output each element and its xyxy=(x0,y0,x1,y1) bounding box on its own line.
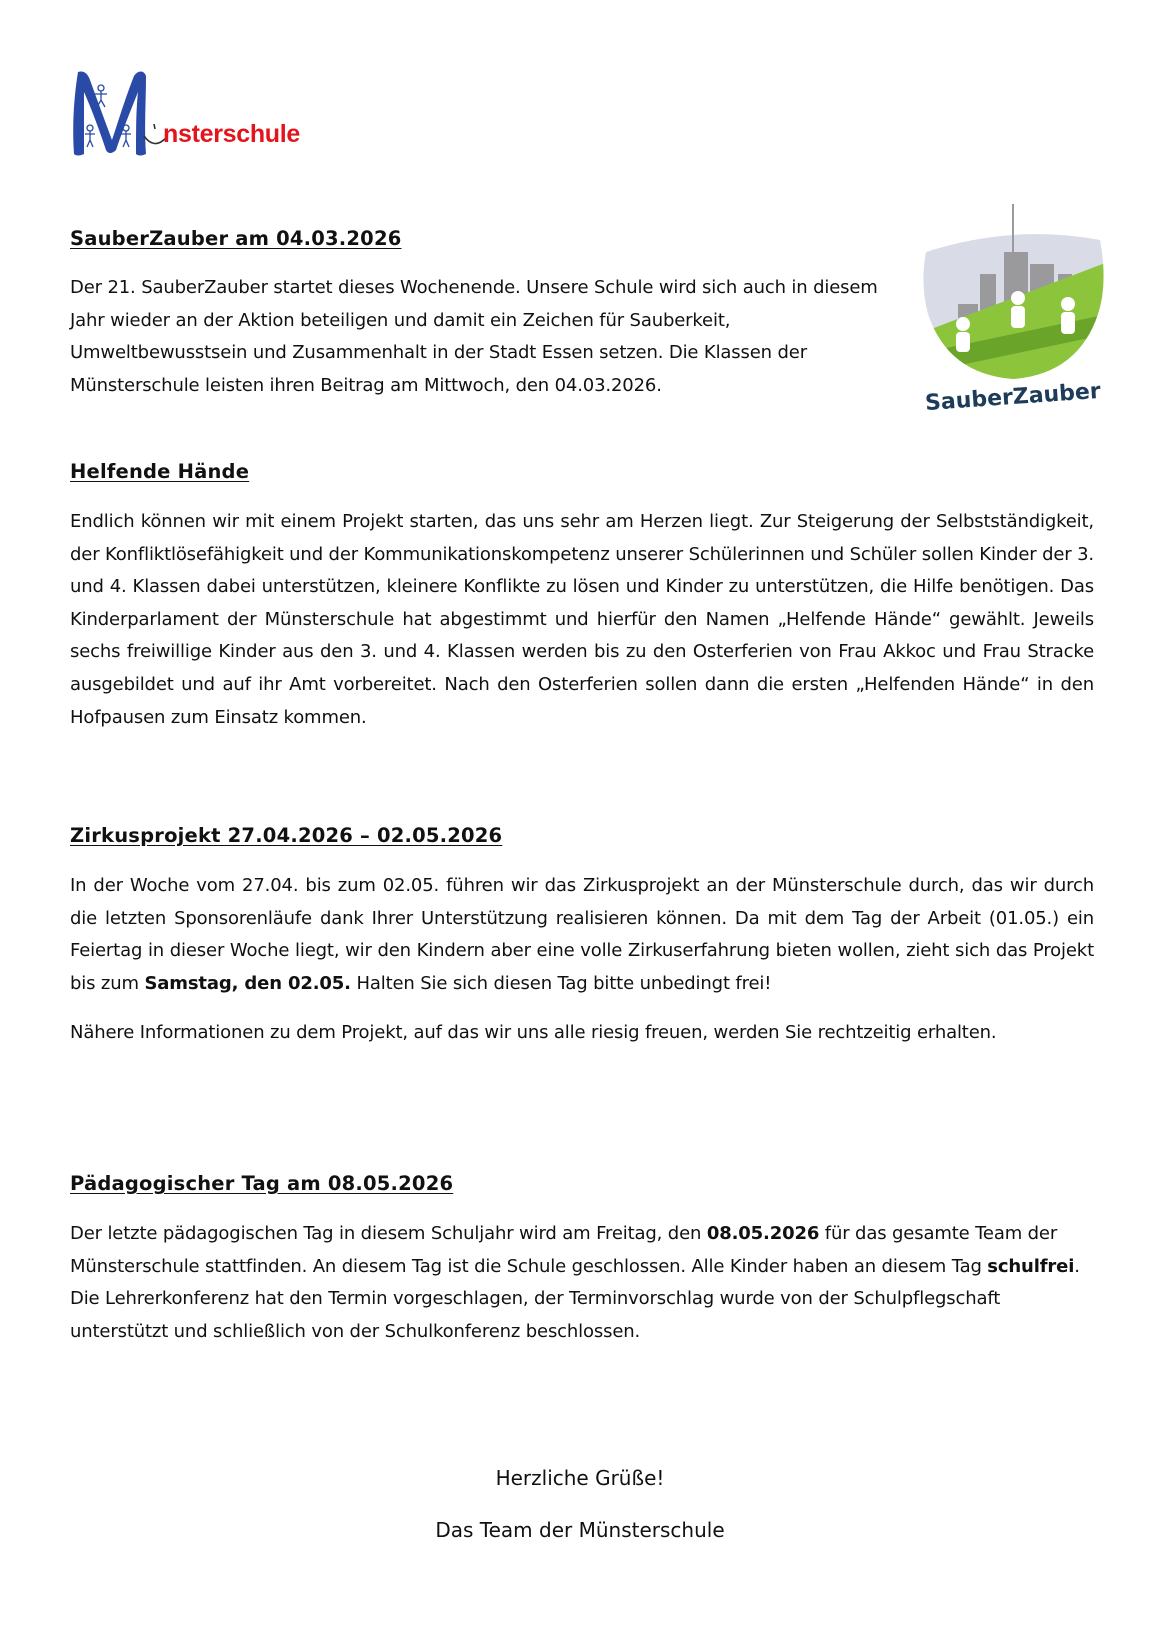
closing-greeting: Herzliche Grüße! xyxy=(495,1466,665,1490)
paragraph-text: Halten Sie sich diesen Tag bitte unbedingt frei! xyxy=(350,972,772,994)
section-paragraph xyxy=(70,1017,1094,1050)
section-heading: Pädagogischer Tag am 08.05.2026 xyxy=(70,1172,454,1195)
highlight-schulfrei: schulfrei xyxy=(987,1255,1075,1277)
paragraph-text: Nähere Informationen zu dem Projekt, auf das wir uns alle riesig freuen, werden Sie rechtzeitig erhalten. xyxy=(70,1022,997,1044)
paragraph-text: Der 21. SauberZauber startet dieses Wochenende. Unsere Schule wird sich auch in diesem Jahr wieder an der Aktion beteiligen und damit ein Zeichen für Sauberkeit, Umweltbewusstsein und Zusammenhalt in der Stadt Essen setzen. Die Klassen der Münsterschule leisten ihren Beitrag am Mittwoch, den 04.03.2026. xyxy=(70,277,878,396)
section-paragraph xyxy=(70,506,1094,734)
section-zirkusprojekt xyxy=(70,823,1094,1050)
section-paragraph xyxy=(70,272,910,402)
section-heading: Helfende Hände xyxy=(70,460,250,483)
section-paedagogischer-tag xyxy=(70,1171,1094,1348)
section-heading: SauberZauber am 04.03.2026 xyxy=(70,227,402,250)
sauberzauber-logo xyxy=(918,204,1108,414)
paragraph-text: In der Woche vom 27.04. bis zum 02.05. führen wir das Zirkusprojekt an der Münsterschule durch, das wir durch die letzten Sponsorenläufe dank Ihrer Unterstützung realisieren können. Da mit dem Tag der Arbeit (01.05.) ein Feiertag in dieser Woche liegt, wir den Kindern aber eine volle Zirkuserfahrung bieten wollen, zieht sich das Projekt bis zum xyxy=(70,875,1094,994)
section-paragraph xyxy=(70,870,1094,1000)
section-paragraph xyxy=(70,1218,1094,1348)
paragraph-text: Der letzte pädagogischen Tag in diesem Schuljahr wird am Freitag, den xyxy=(70,1223,707,1244)
school-logo-m-icon xyxy=(68,66,168,162)
paragraph-text: . Die Lehrerkonferenz hat den Termin vorgeschlagen, der Terminvorschlag wurde von der Schulpflegschaft unterstützt und schließlich von der Schulkonferenz beschlossen. xyxy=(70,1255,1080,1342)
paragraph-text: Endlich können wir mit einem Projekt starten, das uns sehr am Herzen liegt. Zur Steigerung der Selbstständigkeit, der Konfliktlösefähigkeit und der Kommunikationskompetenz unserer Schülerinnen und Schüler sollen Kinder der 3. und 4. Klassen dabei unterstützen, kleinere Konflikte zu lösen und Kinder zu unterstützen, die Hilfe benötigen. Das Kinderparlament der Münsterschule hat abgestimmt und hierfür den Namen „Helfende Hände“ gewählt. Jeweils sechs freiwillige Kinder aus den 3. und 4. Klassen werden bis zu den Osterferien von Frau Akkoc und Frau Stracke ausgebildet und auf ihr Amt vorbereitet. Nach den Osterferien sollen dann die ersten „Helfenden Hände“ in den Hofpausen zum Einsatz kommen. xyxy=(70,511,1094,728)
closing-signature: Das Team der Münsterschule xyxy=(435,1518,725,1542)
school-logo xyxy=(68,66,348,162)
section-heading: Zirkusprojekt 27.04.2026 – 02.05.2026 xyxy=(70,824,503,847)
highlight-date: 08.05.2026 xyxy=(706,1223,820,1244)
sauberzauber-logo-text: SauberZauber xyxy=(924,378,1102,414)
school-logo-wordmark: nsterschule xyxy=(163,120,301,148)
section-helfende-haende xyxy=(70,459,1094,734)
paragraph-text: für das gesamte Team der Münsterschule stattfinden. An diesem Tag ist die Schule geschlossen. Alle Kinder haben an diesem Tag xyxy=(70,1223,1058,1277)
section-sauberzauber xyxy=(70,226,910,402)
highlight-date: Samstag, den 02.05. xyxy=(144,972,351,994)
